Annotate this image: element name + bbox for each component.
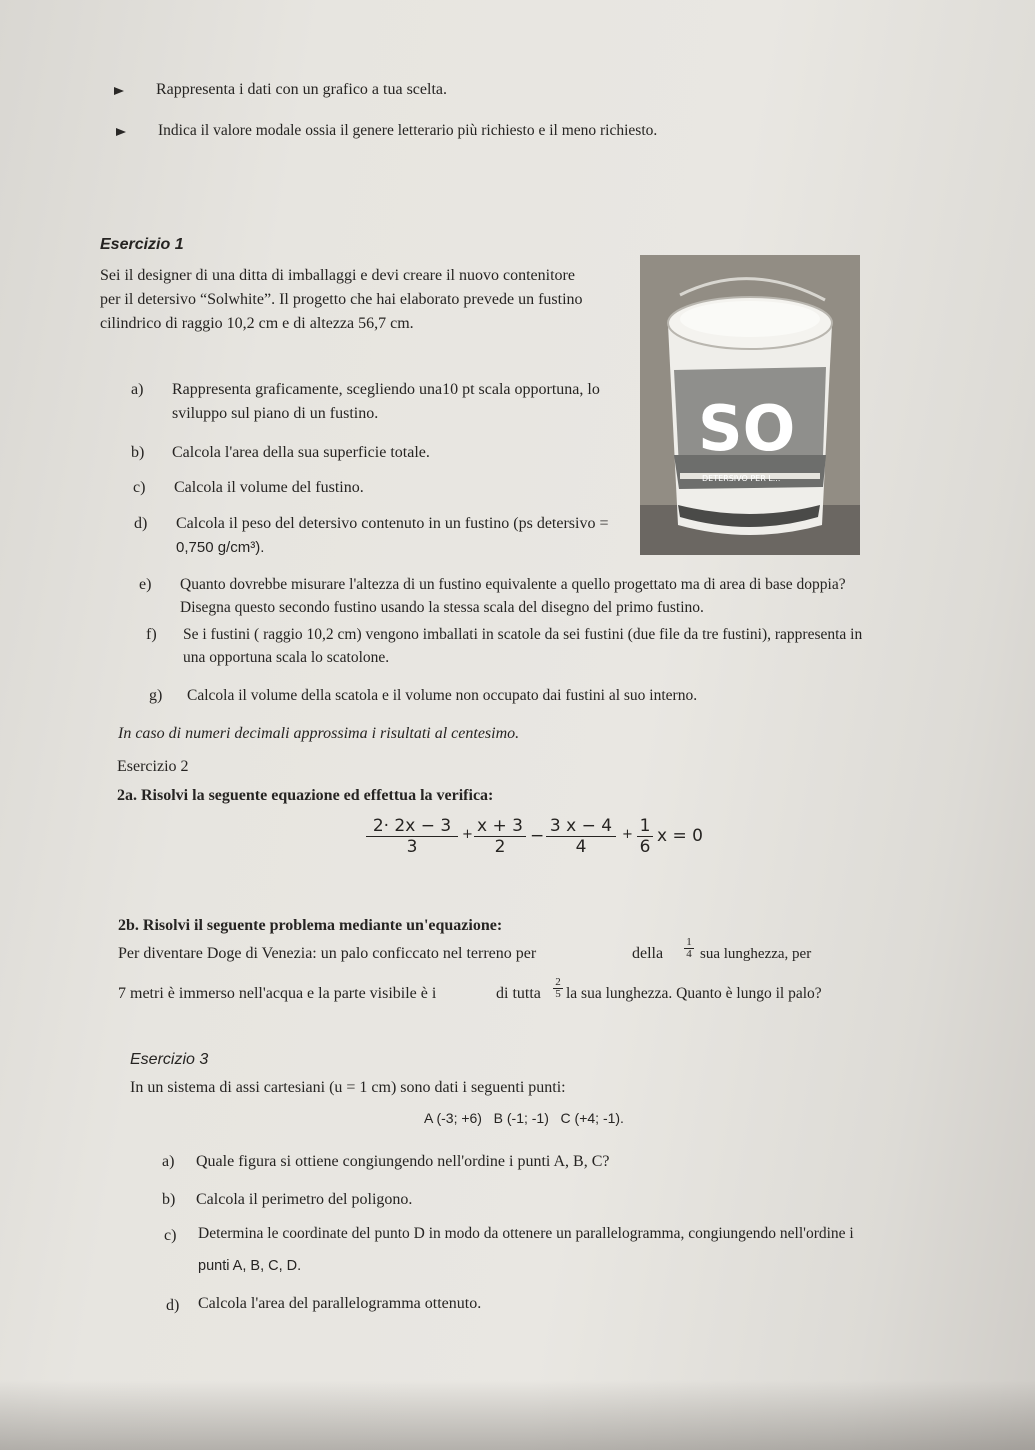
exercise-2-title: Esercizio 2 [117, 758, 189, 775]
ex1-item-g: Calcola il volume della scatola e il volume non occupato dai fustini al suo interno. [187, 687, 698, 704]
equation-fraction-1 [366, 816, 458, 857]
bullet-icon [114, 87, 124, 95]
ex3-intro: In un sistema di assi cartesiani (u = 1 cm) sono dati i seguenti punti: [130, 1079, 566, 1096]
fraction-denominator: 5 [555, 988, 561, 1000]
item-label: a) [131, 381, 144, 398]
item-label: d) [166, 1297, 180, 1314]
ex2b-title: 2b. Risolvi il seguente problema mediante un'equazione: [118, 917, 503, 934]
ex2b-text-part: 7 metri è immerso nell'acqua e la parte visibile è i [118, 985, 437, 1002]
item-label: d) [134, 515, 148, 532]
bullet-icon [116, 128, 126, 136]
equation-operator: + [462, 827, 473, 842]
fraction-numerator: x + 3 [474, 816, 526, 837]
ex1-item-b: Calcola l'area della sua superficie totale. [172, 444, 430, 461]
ex2b-text-part: la sua lunghezza. Quanto è lungo il palo? [566, 985, 822, 1002]
fraction-numerator: 2 [553, 977, 563, 989]
exercise-1-title: Esercizio 1 [100, 236, 184, 253]
equation-operator: + [622, 827, 633, 842]
fraction-numerator: 2· 2x − 3 [366, 816, 458, 837]
fraction-denominator: 3 [406, 837, 418, 857]
item-label: c) [164, 1227, 177, 1244]
ex3-item-c: Determina le coordinate del punto D in modo da ottenere un parallelogramma, congiungendo nell'ordine i [198, 1225, 854, 1242]
ex1-item-f-cont: una opportuna scala lo scatolone. [183, 649, 390, 666]
fraction-numerator: 3 x − 4 [546, 816, 616, 837]
equation-fraction-3 [546, 816, 616, 857]
item-label: b) [162, 1191, 176, 1208]
item-label: c) [133, 479, 146, 496]
equation-fraction-4 [637, 816, 653, 857]
ex1-item-e: Quanto dovrebbe misurare l'altezza di un fustino equivalente a quello progettato ma di area di base doppia? [180, 576, 846, 593]
ex2b-text-part: di tutta [496, 985, 541, 1002]
ex1-item-d: Calcola il peso del detersivo contenuto in un fustino (ps detersivo = [176, 515, 609, 532]
item-label: b) [131, 444, 145, 461]
item-label: a) [162, 1153, 175, 1170]
ex2b-text-part: Per diventare Doge di Venezia: un palo conficcato nel terreno per [118, 945, 537, 962]
item-label: f) [146, 626, 157, 643]
page-edge-shadow [0, 1380, 1035, 1450]
item-label: e) [139, 576, 152, 593]
ex1-text-line: Sei il designer di una ditta di imballaggi e devi creare il nuovo contenitore [100, 267, 575, 284]
ex1-item-d-cont: 0,750 g/cm³). [176, 539, 265, 556]
fraction-denominator: 2 [494, 837, 506, 857]
small-fraction [684, 937, 694, 960]
ex1-text-line: per il detersivo “Solwhite”. Il progetto che hai elaborato prevede un fustino [100, 291, 583, 308]
ex3-item-b: Calcola il perimetro del poligono. [196, 1191, 413, 1208]
band-text: DETERSIVO PER L... [702, 474, 781, 483]
detergent-drum-illustration [640, 255, 860, 555]
equation-tail: x = 0 [657, 826, 703, 846]
ex1-item-f: Se i fustini ( raggio 10,2 cm) vengono imballati in scatole da sei fustini (due file da tre fustini), rappresenta in [183, 626, 863, 643]
ex1-item-e-cont: Disegna questo secondo fustino usando la stessa scala del disegno del primo fustino. [180, 599, 704, 616]
ex3-item-c-cont: punti A, B, C, D. [198, 1258, 302, 1274]
fraction-denominator: 6 [639, 837, 651, 857]
intro-bullet-2: Indica il valore modale ossia il genere letterario più richiesto e il meno richiesto. [158, 122, 658, 139]
ex2b-text-part: della [632, 945, 664, 962]
fraction-denominator: 4 [575, 837, 587, 857]
rounding-note: In caso di numeri decimali approssima i risultati al centesimo. [118, 725, 520, 742]
ex1-item-a-cont: sviluppo sul piano di un fustino. [172, 405, 379, 422]
small-fraction [553, 977, 563, 1000]
equation-fraction-2 [474, 816, 526, 857]
exercise-3-title: Esercizio 3 [130, 1051, 209, 1068]
ex3-points: A (-3; +6) B (-1; -1) C (+4; -1). [424, 1110, 624, 1126]
ex3-item-d: Calcola l'area del parallelogramma ottenuto. [198, 1295, 482, 1312]
ex1-item-c: Calcola il volume del fustino. [174, 479, 364, 496]
ex1-item-a: Rappresenta graficamente, scegliendo una10 pt scala opportuna, lo [172, 381, 600, 398]
ex1-text-line: cilindrico di raggio 10,2 cm e di altezza 56,7 cm. [100, 315, 414, 332]
fraction-denominator: 4 [686, 948, 692, 960]
ex2b-text-part: sua lunghezza, per [700, 946, 812, 962]
fraction-numerator: 1 [684, 937, 694, 949]
ex2a-title: 2a. Risolvi la seguente equazione ed effettua la verifica: [117, 787, 494, 804]
ex3-item-a: Quale figura si ottiene congiungendo nell'ordine i punti A, B, C? [196, 1153, 610, 1170]
intro-bullet-1: Rappresenta i dati con un grafico a tua scelta. [156, 81, 447, 98]
logo-text: SO [698, 392, 796, 465]
fraction-numerator: 1 [637, 816, 653, 837]
equation-operator: − [530, 826, 545, 846]
item-label: g) [149, 687, 163, 704]
product-photo [640, 255, 860, 555]
